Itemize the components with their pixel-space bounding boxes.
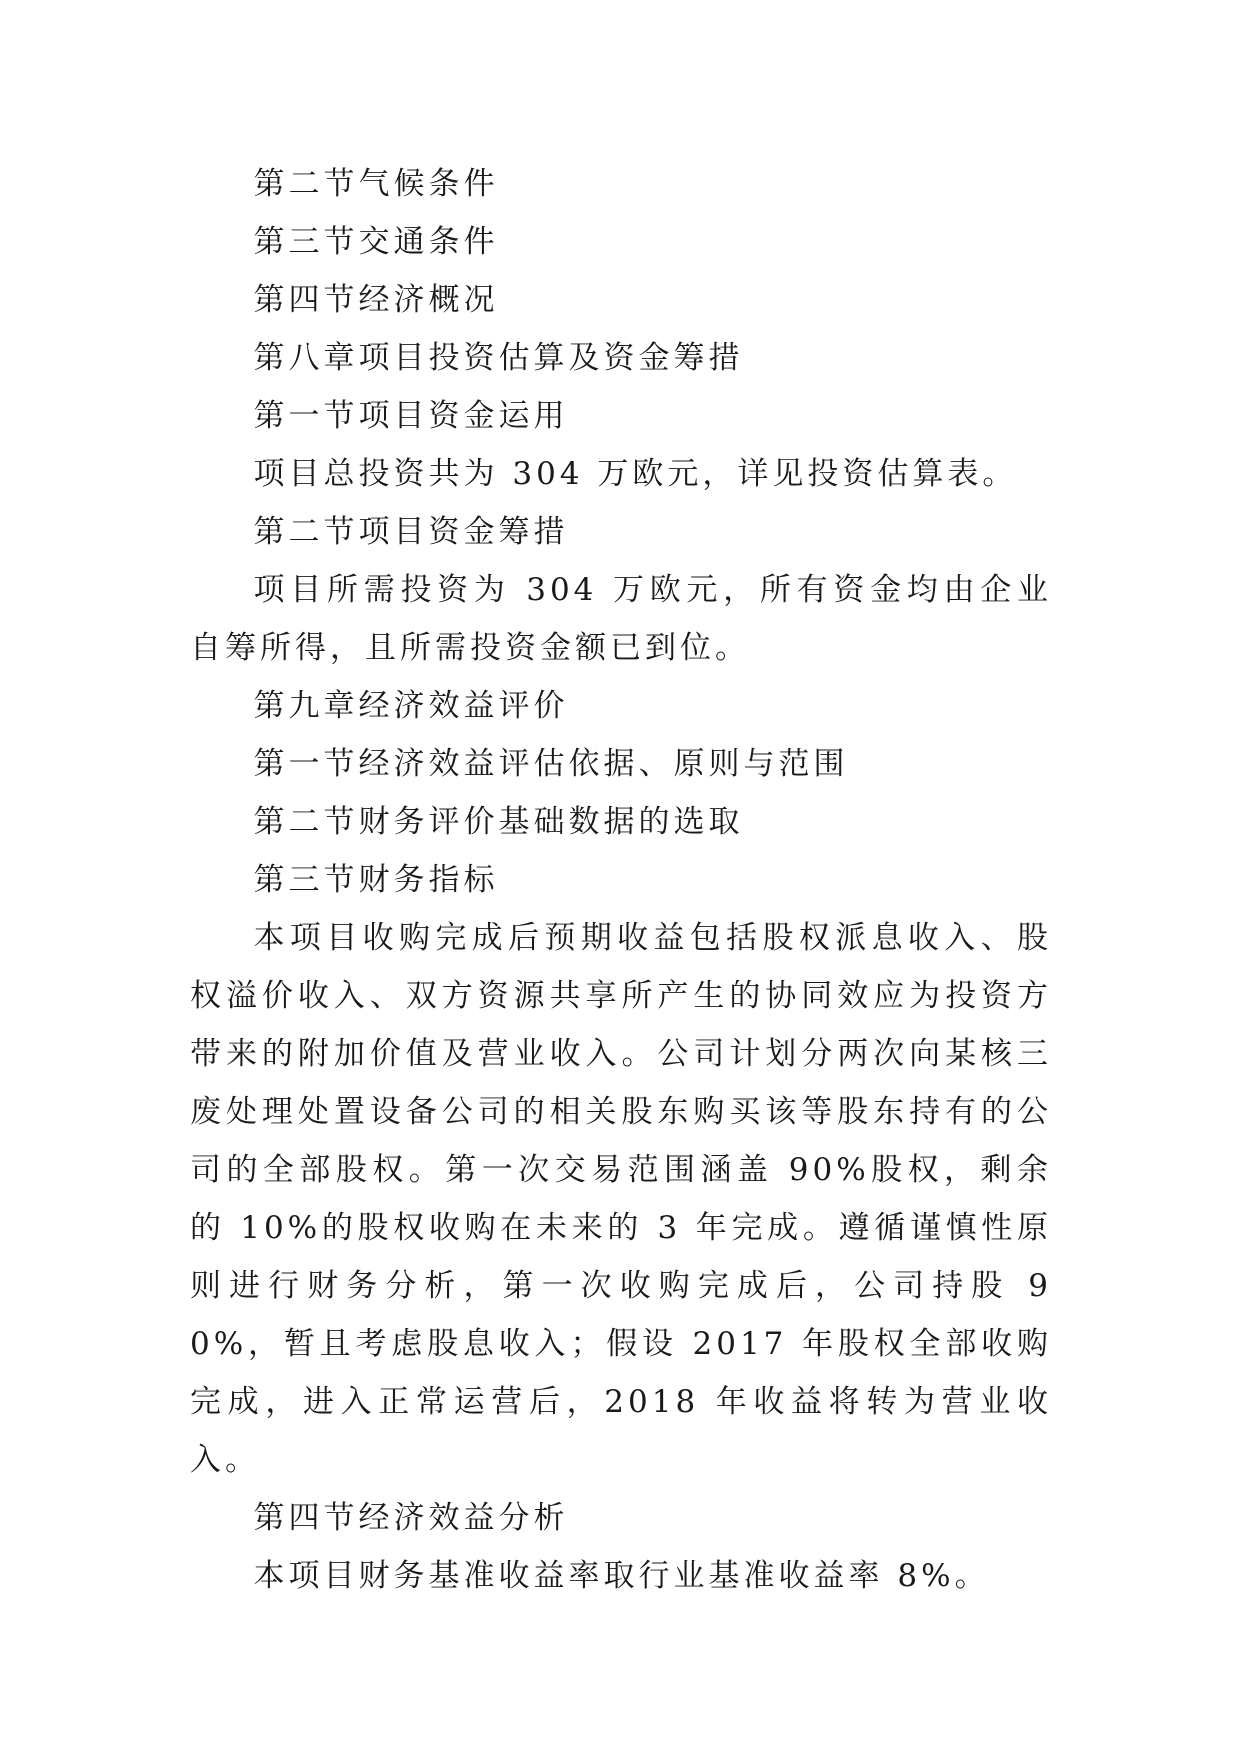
section-heading: 第三节交通条件	[253, 224, 499, 260]
chapter-heading: 第八章项目投资估算及资金筹措	[253, 340, 744, 376]
section-heading: 第二节项目资金筹措	[253, 514, 569, 550]
section-heading: 第三节财务指标	[253, 862, 499, 898]
section-heading: 第四节经济概况	[253, 282, 499, 318]
body-paragraph: 项目总投资共为 304 万欧元，详见投资估算表。	[253, 456, 1018, 492]
section-heading: 第四节经济效益分析	[253, 1500, 569, 1536]
section-heading: 第二节气候条件	[253, 166, 499, 202]
body-paragraph: 本项目财务基准收益率取行业基准收益率 8%。	[253, 1558, 990, 1594]
body-paragraph: 本项目收购完成后预期收益包括股权派息收入、股权溢价收入、双方资源共享所产生的协同效应为投资方带来的附加价值及营业收入。公司计划分两次向某核三废处理处置设备公司的相关股东购买该等股东持有的公司的全部股权。第一次交易范围涵盖 90%股权，剩余的 10%的股权收购在未来的 3 年完成。遵循谨慎性原则进行财务分析，第一次收购完成后，公司持股 90%，暂且考虑股息收入；假设 2017 年股权全部收购完成，进入正常运营后，2018 年收益将转为营业收入。	[190, 920, 1052, 1478]
section-heading: 第一节经济效益评估依据、原则与范围	[253, 746, 849, 782]
body-paragraph: 项目所需投资为 304 万欧元，所有资金均由企业自筹所得，且所需投资金额已到位。	[190, 572, 1052, 666]
chapter-heading: 第九章经济效益评价	[253, 688, 569, 724]
section-heading: 第二节财务评价基础数据的选取	[253, 804, 744, 840]
section-heading: 第一节项目资金运用	[253, 398, 569, 434]
document-body	[190, 155, 1052, 1605]
